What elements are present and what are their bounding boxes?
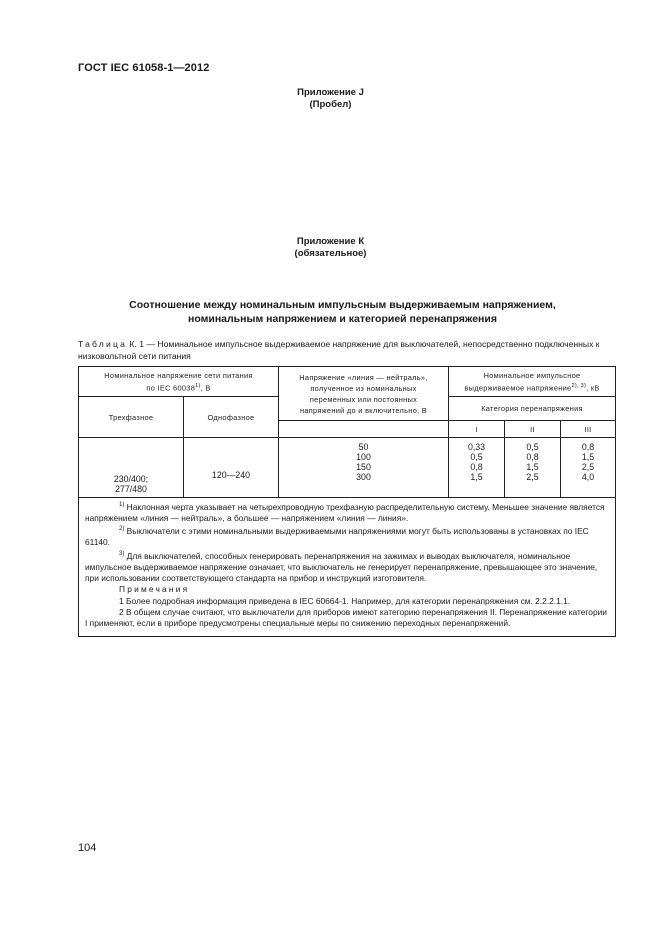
document-id: ГОСТ IEC 61058-1—2012 [78,62,210,74]
supply-voltage-header [79,367,279,397]
footnote-3 [85,549,609,585]
three-phase-value-l1: 230/400; [113,474,149,484]
category-1-value: 0,33 [467,442,486,452]
caption-text: К. 1 — Номинальное импульсное выдерживаемое напряжение для выключателей, непосредственно подключенных к низковольтной сети питания [78,339,600,361]
table-caption [78,338,618,362]
impulse-l2: выдерживаемое напряжение [464,383,572,393]
heading-line-1: Соотношение между номинальным импульсным выдерживаемым напряжением, [129,299,556,311]
line-neutral-l1: Напряжение «линия — нейтраль», [299,372,428,382]
supply-voltage-line2 [79,381,278,393]
impulse-l1: Номинальное импульсное [483,370,581,380]
voltage-table [78,366,616,637]
footnote-3-mark: 3) [119,550,125,557]
footnote-1-text: Наклонная черта указывает на четырехпроводную трехфазную распределительную систему. Меньшее значение является напряжением «линия — нейтраль», а большее — напряжением «линия — линия». [85,501,605,524]
footnote-2-text: Выключатели с этими номинальными выдерживаемыми напряжениями могут быть использованы в установках по IEC 61140. [85,526,589,548]
category-3-value: 0,8 [581,442,595,452]
footnote-3-text: Для выключателей, способных генерировать перенапряжения на зажимах и выводах выключателя, номинальное импульсное выдерживаемое напряжение означает, что выключатель не генерирует перенапряжение, превышающее это значение, при использовании соответствующего стандарта на прибор и инструкций изготовителя. [85,550,598,584]
line-neutral-value: 300 [356,472,371,482]
impulse-unit: , кВ [586,383,600,393]
note-1: 1 Более подробная информация приведена в IEC 60664-1. Например, для категории перенапряжения см. 2.2.2.1.1. [119,595,571,606]
line-neutral-values [279,438,449,498]
note-2: 2 В общем случае считают, что выключатели для приборов имеют категорию перенапряжения II. Перенапряжение категории I применяют, если в приборе предусмотрены специальные меры по снижению переходных перенапряжений. [85,607,607,629]
notes-label: Примечания [119,584,190,595]
annex-k-title: Приложение К [296,236,365,247]
three-phase-value-l2: 277/480 [115,484,147,494]
category-3-value: 4,0 [581,472,595,482]
category-2-value: 0,5 [526,442,539,452]
caption-label: Таблица [78,339,128,349]
line-neutral-spacer [279,421,449,438]
footnote-2-mark: 2) [119,526,125,533]
line-neutral-value: 50 [358,442,369,452]
category-3-value: 1,5 [581,452,595,462]
line-neutral-l2: полученное из номинальных [310,383,417,393]
category-header: Категория перенапряжения [449,397,616,421]
single-phase-header: Однофазное [184,397,279,438]
category-1-header: I [449,421,505,438]
supply-voltage-unit: , В [200,383,211,393]
annex-j-title: Приложение J [297,87,364,98]
three-phase-value [79,438,184,498]
category-2-header: II [505,421,561,438]
supply-voltage-sup: 1) [195,382,201,389]
page-number: 104 [78,842,97,854]
footnote-2 [85,524,609,548]
footnote-1-mark: 1) [119,502,125,508]
category-2-value: 2,5 [526,472,539,482]
category-2-value: 0,8 [526,452,539,462]
supply-voltage-line1: Номинальное напряжение сети питания [104,370,253,380]
category-2-value: 1,5 [526,462,539,472]
annex-k-heading [70,298,615,326]
category-1-values [449,438,505,498]
line-neutral-value: 150 [356,462,371,472]
line-neutral-l4: напряжений до и включительно, В [299,405,428,415]
category-1-value: 0,5 [470,452,483,462]
category-2-values [505,438,561,498]
annex-k-subtitle: (обязательное) [294,248,367,259]
line-neutral-header [279,367,449,421]
impulse-header [449,367,616,397]
annex-j-subtitle: (Пробел) [309,99,352,110]
three-phase-header: Трехфазное [79,397,184,438]
category-1-value: 0,8 [470,462,483,472]
category-3-header: III [561,421,616,438]
category-3-value: 2,5 [581,462,595,472]
line-neutral-value: 100 [356,452,371,462]
impulse-l2-row [449,381,615,393]
heading-line-2: номинальным напряжением и категорией перенапряжения [187,313,497,325]
footnote-1 [85,500,609,524]
category-3-values [561,438,616,498]
line-neutral-l3: переменных или постоянных [309,394,418,404]
category-1-value: 1,5 [470,472,483,482]
supply-voltage-ref: по IEC 60038 [146,383,196,393]
single-phase-value: 120—240 [184,438,279,498]
impulse-sup: 2), 3) [571,382,587,389]
table-footnotes [79,498,616,637]
